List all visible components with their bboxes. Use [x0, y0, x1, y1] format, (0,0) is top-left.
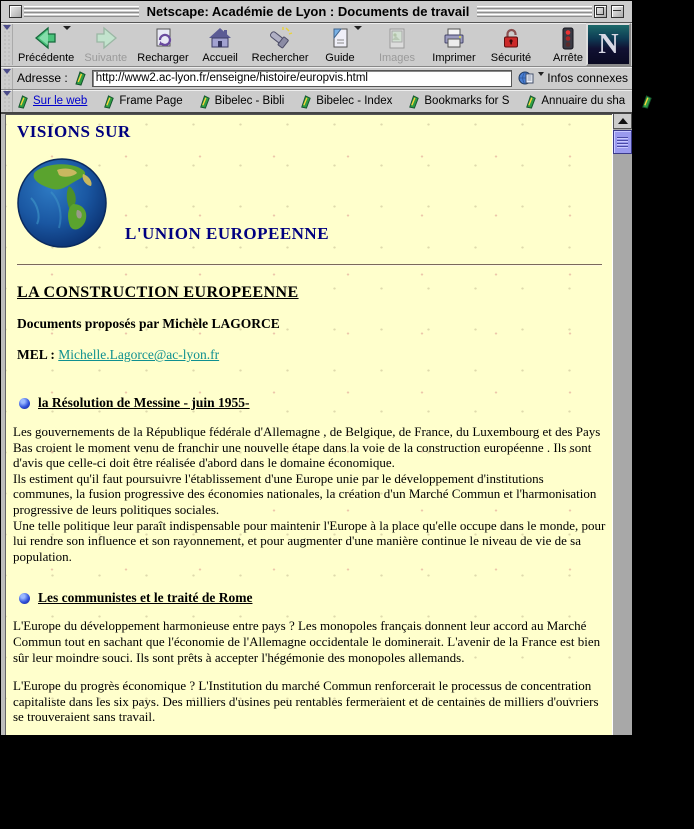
bookmark-label: Frame Page: [119, 95, 183, 107]
scroll-up-arrow-icon: [618, 118, 628, 124]
bookmark-item-sur-le-web[interactable]: [15, 94, 87, 109]
security-lock-icon: [498, 26, 524, 52]
guide-menu-arrow-icon: [354, 26, 362, 30]
forward-button[interactable]: [77, 23, 134, 66]
bookmark-item-frame-page[interactable]: [101, 94, 182, 109]
reload-label: Recharger: [137, 52, 189, 64]
personal-toolbar: [1, 90, 694, 114]
titlebar-stripes: [477, 6, 592, 18]
blue-ball-bullet-icon: [19, 398, 30, 409]
section-2-title: Les communistes et le traité de Rome: [38, 590, 253, 606]
bookmark-item-bibelec-index[interactable]: [298, 94, 392, 109]
section-1-body: [13, 424, 606, 564]
earth-globe-image: [17, 158, 107, 248]
close-box-icon[interactable]: [9, 5, 22, 18]
print-icon: [441, 26, 467, 52]
zoom-box-icon[interactable]: [594, 5, 607, 18]
print-label: Imprimer: [432, 52, 476, 64]
main-toolbar: [1, 23, 632, 67]
related-info-button[interactable]: [512, 70, 632, 86]
bookmark-icon: [298, 94, 313, 109]
related-info-menu-arrow-icon: [538, 72, 544, 76]
hero-row: [13, 146, 606, 256]
addressbar-collapse-grip[interactable]: [2, 68, 13, 89]
guide-icon: [327, 26, 353, 52]
address-bar: [1, 67, 632, 90]
paragraph: Ils estiment qu'il faut poursuivre l'établissement d'une Europe unie par le développement d'institutions communes, la fusion progressive des économies nationales, la création d'un Marché Commun et l'harmonisation progressive de leurs politiques sociales.: [13, 470, 597, 517]
stop-label: Arrête: [553, 52, 583, 64]
search-button[interactable]: [249, 23, 312, 66]
bookmark-label: Bibelec - Index: [316, 95, 393, 107]
images-icon: [384, 26, 410, 52]
bookmark-label: Bookmarks for S: [424, 95, 510, 107]
stop-traffic-light-icon: [555, 26, 581, 52]
forward-label: Suivante: [84, 52, 128, 64]
blue-ball-bullet-icon: [19, 593, 30, 604]
back-menu-arrow-icon: [63, 26, 71, 30]
bookmark-label: Sur le web: [33, 95, 88, 107]
home-icon: [207, 26, 233, 52]
bookmark-icon: [197, 94, 212, 109]
collapse-box-icon[interactable]: [611, 5, 624, 18]
web-page: [6, 114, 612, 829]
paragraph: Une telle politique leur paraît indispensable pour maintenir l'Europe à la place qu'elle occupe dans le monde, pour lui rendre son influence et son rayonnement, et pour augmenter d'une manière continue le niveau de vie de sa population.: [13, 517, 606, 564]
section-1-heading: [19, 395, 606, 411]
bookmark-item-bibelec-bibli[interactable]: [197, 94, 285, 109]
home-button[interactable]: [192, 23, 249, 66]
mel-line: [17, 347, 606, 363]
titlebar-stripes: [24, 6, 139, 18]
bookmark-icon: [15, 94, 30, 109]
window-title: Netscape: Académie de Lyon : Documents de travail: [146, 4, 470, 19]
bookmark-item-les-tes[interactable]: [639, 94, 694, 109]
security-label: Sécurité: [490, 52, 532, 64]
email-link[interactable]: Michelle.Lagorce@ac-lyon.fr: [58, 347, 220, 362]
paragraph: L'Europe du développement harmonieuse entre pays ? Les monopoles français donnent leur accord au Marché Commun tout en sachant que l'économie de l'Allemagne occidentale le dominerait. L'avenir de la France est bien sûr leur moindre souci. Ils sont prêts à accepter l'hégémonie des monopoles allemands.: [13, 618, 601, 665]
horizontal-rule: [17, 264, 602, 266]
images-label: Images: [378, 52, 416, 64]
address-label: Adresse :: [17, 71, 68, 85]
citation: [13, 813, 596, 829]
bookmark-icon: [523, 94, 538, 109]
reload-button[interactable]: [134, 23, 191, 66]
security-button[interactable]: [482, 23, 539, 66]
guide-button[interactable]: [311, 23, 368, 66]
home-label: Accueil: [202, 52, 238, 64]
related-info-label: Infos connexes: [547, 71, 628, 85]
bookmark-label: Les tes: [657, 95, 694, 107]
netscape-logo[interactable]: N: [586, 23, 631, 66]
bookmark-icon: [406, 94, 421, 109]
citation-date: - 22 mars 1957: [514, 813, 596, 829]
back-icon: [33, 26, 59, 52]
personalbar-collapse-grip[interactable]: [2, 90, 13, 112]
back-label: Précédente: [18, 52, 75, 64]
paragraph: Les gouvernements de la République fédérale d'Allemagne , de Belgique, de France, du Luxembourg et des Pays Bas croient le moment venu de franchir une nouvelle étape dans la voie de la construction européenne . Ils sont d'avis que celle-ci doit être réalisée d'abord dans le domaine économique.: [13, 424, 601, 471]
print-button[interactable]: [425, 23, 482, 66]
related-info-globe-icon: [518, 70, 535, 86]
section-2-body: [13, 618, 606, 800]
bookmark-icon: [101, 94, 116, 109]
search-icon: [267, 26, 293, 52]
page-heading-main: L'UNION EUROPEENNE: [125, 224, 330, 243]
search-label: Rechercher: [251, 52, 309, 64]
byline: Documents proposés par Michèle LAGORCE: [17, 316, 280, 331]
mel-label: MEL :: [17, 347, 55, 362]
bookmark-item-bookmarks-for[interactable]: [406, 94, 509, 109]
back-button[interactable]: [15, 23, 77, 66]
bookmark-item-annuaire[interactable]: [523, 94, 625, 109]
section-1-title: la Résolution de Messine - juin 1955-: [38, 395, 250, 410]
section-2-heading: [19, 590, 606, 606]
citation-source: L'Humanité: [448, 813, 515, 829]
guide-label: Guide: [325, 52, 355, 64]
vertical-scrollbar[interactable]: [612, 114, 632, 735]
content-area: [1, 114, 632, 829]
bookmark-icon: [639, 94, 654, 109]
forward-icon: [93, 26, 119, 52]
doc-title: LA CONSTRUCTION EUROPEENNE: [17, 284, 299, 301]
images-button[interactable]: [368, 23, 425, 66]
title-bar[interactable]: [1, 1, 632, 23]
bookmark-label: Bibelec - Bibli: [214, 95, 285, 107]
bookmark-label: Annuaire du sha: [541, 95, 626, 107]
scroll-up-button[interactable]: [613, 114, 632, 129]
location-bookmark-icon[interactable]: [72, 70, 88, 86]
toolbar-collapse-grip[interactable]: [2, 24, 13, 65]
paragraph: L'Europe du progrès social ? Les conquêtes sociales de la classe ouvrière française sont plus élevées que celles des autres pays du Marché Commun. Les capitalistes français se plaignent de ce qu'elles créent des " distorsions " dans les prix de revient. Le traité prévoit l'égalisation des "charges sociales ". Pour les patrons, c'est d'égalisation par le bas qu'il s'agit.: [13, 737, 604, 800]
url-input[interactable]: [92, 70, 513, 87]
page-heading-top: VISIONS SUR: [17, 122, 131, 141]
reload-icon: [150, 26, 176, 52]
paragraph: L'Europe du progrès économique ? L'Institution du marché Commun renforcerait le processus de concentration capitaliste dans les six pays. Des milliers d'usines peu rentables fermeraient et de centaines de milliers d'ouvriers se trouveraient sans travail.: [13, 678, 599, 725]
scrollbar-thumb[interactable]: [613, 130, 632, 154]
